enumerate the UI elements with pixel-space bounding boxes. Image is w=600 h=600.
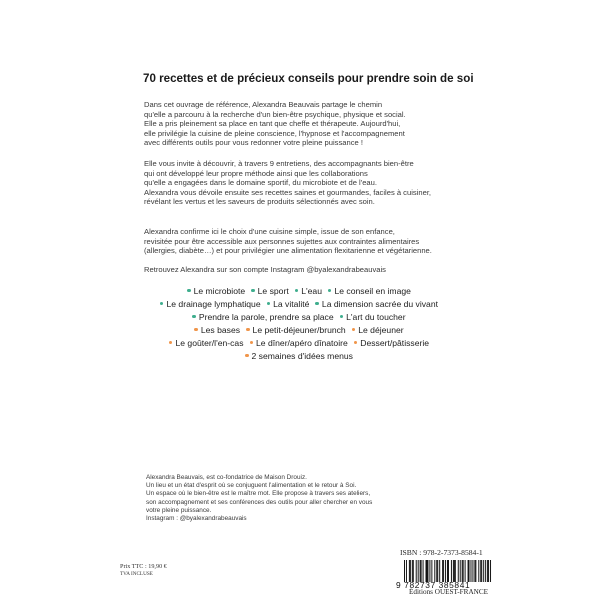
bullet-dot-icon xyxy=(192,315,196,319)
barcode-bar xyxy=(426,560,427,582)
topic-item xyxy=(251,285,289,298)
barcode-bar xyxy=(460,560,461,582)
barcode-bar xyxy=(442,560,443,582)
topic-label: La vitalité xyxy=(273,299,310,309)
barcode-bar xyxy=(454,560,455,582)
barcode-bar xyxy=(465,560,466,582)
barcode-bar xyxy=(431,560,432,582)
bullet-dot-icon xyxy=(340,315,344,319)
barcode xyxy=(404,560,492,582)
cover-headline: 70 recettes et de précieux conseils pour prendre soin de soi xyxy=(143,72,474,85)
price-label: Prix TTC : 19,90 € xyxy=(120,563,167,570)
topic-item xyxy=(246,324,346,337)
barcode-bar xyxy=(423,560,424,582)
barcode-bar xyxy=(418,560,419,582)
barcode-bar xyxy=(480,560,481,582)
topic-label: Les bases xyxy=(200,325,241,335)
barcode-bar xyxy=(445,560,446,582)
text-line: qui ont développé leur propre méthode ainsi que les collaborations xyxy=(144,168,368,178)
barcode-bar xyxy=(406,560,407,582)
barcode-bar xyxy=(412,560,413,582)
barcode-bar xyxy=(416,560,417,582)
barcode-bar xyxy=(483,560,484,582)
bio-line: son accompagnement et ses conférences des outils pour aller chercher en vous xyxy=(146,498,373,506)
topic-label: Le sport xyxy=(257,286,289,296)
barcode-bar xyxy=(429,560,430,582)
barcode-bar xyxy=(453,560,454,582)
bullet-dot-icon xyxy=(295,289,299,293)
topic-item xyxy=(354,337,429,350)
barcode-bar xyxy=(448,560,449,582)
text-line: révélant les vertus et les saveurs de produits sélectionnés avec soin. xyxy=(144,197,375,207)
barcode-bar xyxy=(478,560,479,582)
topic-item xyxy=(352,324,404,337)
barcode-bar xyxy=(469,560,470,582)
text-line: Elle a pris pleinement sa place en tant que cheffe et thérapeute. Aujourd'hui, xyxy=(144,119,401,129)
bullet-dot-icon xyxy=(354,341,358,345)
bullet-dot-icon xyxy=(315,302,319,306)
topic-item xyxy=(187,285,245,298)
bullet-dot-icon xyxy=(352,328,356,332)
barcode-bar xyxy=(458,560,459,582)
bio-line: Instagram : @byalexandrabeauvais xyxy=(146,515,247,523)
text-line: avec différents outils pour vous redonner votre pleine puissance ! xyxy=(144,138,363,148)
barcode-bar xyxy=(490,560,491,582)
text-line: Alexandra vous dévoile ensuite ses recettes saines et gourmandes, faciles à cuisiner, xyxy=(144,187,432,197)
topic-label: Le microbiote xyxy=(193,286,246,296)
barcode-bar xyxy=(487,560,488,582)
topic-line xyxy=(144,337,454,350)
topic-label: Le déjeuner xyxy=(358,325,404,335)
barcode-bar xyxy=(409,560,410,582)
topic-label: Dessert/pâtisserie xyxy=(360,338,430,348)
barcode-bar xyxy=(420,560,421,582)
barcode-bar xyxy=(475,560,476,582)
bullet-dot-icon xyxy=(187,289,191,293)
text-line: revisitée pour être accessible aux personnes sujettes aux contraintes alimentaires xyxy=(144,236,420,246)
topic-item xyxy=(169,337,244,350)
text-line: (allergies, diabète…) et pour privilégier une alimentation flexitarienne et végétarienne. xyxy=(144,246,432,256)
tax-note: TVA INCLUSE xyxy=(120,571,153,577)
barcode-bar xyxy=(488,560,489,582)
bullet-dot-icon xyxy=(169,341,173,345)
text-line: Retrouvez Alexandra sur son compte Instagram @byalexandrabeauvais xyxy=(144,265,386,274)
topic-label: Prendre la parole, prendre sa place xyxy=(198,312,334,322)
topic-item xyxy=(194,324,240,337)
barcode-bar xyxy=(410,560,411,582)
publisher-name: Éditions OUEST-FRANCE xyxy=(409,588,489,596)
bullet-dot-icon xyxy=(245,354,249,358)
topic-item xyxy=(192,311,333,324)
topic-label: 2 semaines d'idées menus xyxy=(251,351,353,361)
cuisine-paragraph xyxy=(144,227,504,256)
instagram-paragraph xyxy=(144,265,504,275)
barcode-bar xyxy=(447,560,448,582)
topic-item xyxy=(250,337,348,350)
barcode-bar xyxy=(455,560,456,582)
barcode-bar xyxy=(485,560,486,582)
topic-line xyxy=(144,285,454,298)
author-bio xyxy=(146,474,446,523)
barcode-bar xyxy=(421,560,422,582)
topic-label: Le conseil en image xyxy=(334,286,411,296)
text-line: Alexandra confirme ici le choix d'une cuisine simple, issue de son enfance, xyxy=(144,227,395,236)
barcode-bar xyxy=(451,560,452,582)
barcode-bar xyxy=(474,560,475,582)
topic-line xyxy=(144,350,454,363)
intro-paragraph xyxy=(144,100,504,148)
barcode-bar xyxy=(426,560,427,582)
topic-item xyxy=(340,311,406,324)
barcode-bar xyxy=(427,560,428,582)
topic-line xyxy=(144,311,454,324)
bullet-dot-icon xyxy=(328,289,332,293)
topic-item xyxy=(295,285,322,298)
topic-line xyxy=(144,298,454,311)
barcode-bar xyxy=(434,560,435,582)
text-line: elle privilégie la cuisine de pleine conscience, l'hypnose et l'accompagnement xyxy=(144,128,405,138)
bio-line: Un espace où le bien-être est le maître mot. Elle propose à travers ses ateliers, xyxy=(146,490,371,498)
barcode-bar xyxy=(436,560,437,582)
interviews-paragraph xyxy=(144,159,504,207)
barcode-digits: 9 782737 385841 xyxy=(396,580,471,590)
text-line: qu'elle a engagées dans le domaine sportif, du microbiote et de l'eau. xyxy=(144,178,377,188)
isbn-label: ISBN : 978-2-7373-8584-1 xyxy=(400,548,483,557)
topic-label: Le dîner/apéro dînatoire xyxy=(256,338,348,348)
barcode-bar xyxy=(472,560,473,582)
barcode-bar xyxy=(413,560,414,582)
bullet-dot-icon xyxy=(251,289,255,293)
bullet-dot-icon xyxy=(267,302,271,306)
barcode-bar xyxy=(468,560,469,582)
barcode-bar xyxy=(404,560,405,582)
bio-line: votre pleine puissance. xyxy=(146,506,212,514)
topic-item xyxy=(315,298,438,311)
barcode-bar xyxy=(470,560,471,582)
topic-item xyxy=(267,298,310,311)
topic-item xyxy=(328,285,411,298)
text-line: Elle vous invite à découvrir, à travers 9 entretiens, des accompagnants bien-être xyxy=(144,159,414,168)
topic-line xyxy=(144,324,454,337)
text-line: qu'elle a parcouru à la recherche d'un bien-être psychique, physique et social. xyxy=(144,109,406,119)
topic-item xyxy=(245,350,353,363)
bio-line: Alexandra Beauvais, est co-fondatrice de Maison Drouiz. xyxy=(146,474,307,481)
topic-label: Le drainage lymphatique xyxy=(166,299,261,309)
bullet-dot-icon xyxy=(194,328,198,332)
text-line: Dans cet ouvrage de référence, Alexandra Beauvais partage le chemin xyxy=(144,100,383,109)
bullet-dot-icon xyxy=(246,328,250,332)
topic-label: Le goûter/l'en-cas xyxy=(175,338,244,348)
barcode-bar xyxy=(462,560,463,582)
barcode-bar xyxy=(481,560,482,582)
topic-item xyxy=(160,298,261,311)
barcode-bar xyxy=(443,560,444,582)
topic-label: Le petit-déjeuner/brunch xyxy=(252,325,346,335)
topic-label: L'eau xyxy=(301,286,322,296)
barcode-bar xyxy=(437,560,438,582)
topic-label: L'art du toucher xyxy=(346,312,406,322)
topic-label: La dimension sacrée du vivant xyxy=(321,299,439,309)
bullet-dot-icon xyxy=(250,341,254,345)
barcode-bar xyxy=(439,560,440,582)
topic-list xyxy=(144,285,454,363)
barcode-bar xyxy=(463,560,464,582)
bullet-dot-icon xyxy=(160,302,164,306)
bio-line: Un lieu et un état d'esprit où se conjuguent l'alimentation et le retour à Soi. xyxy=(146,482,357,490)
